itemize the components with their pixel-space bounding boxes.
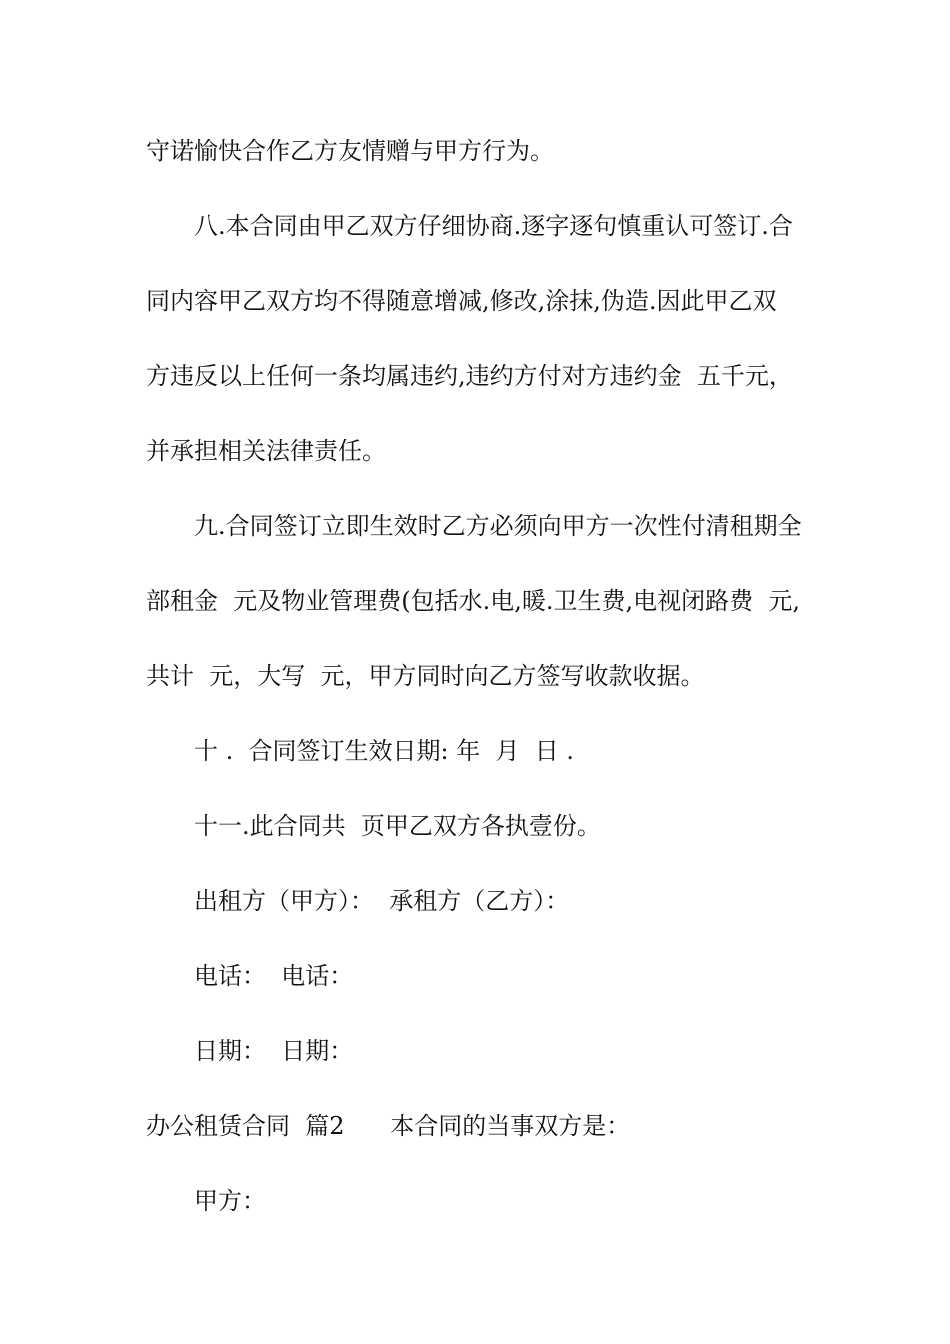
signature-phone: 电话： 电话： xyxy=(194,962,354,990)
text-line-1: 守诺愉快合作乙方友情赠与甲方行为。 xyxy=(146,137,554,165)
clause-9-line-2: 部租金 元及物业管理费(包括水.电,暖.卫生费,电视闭路费 元, xyxy=(146,587,801,615)
clause-8-line-2: 同内容甲乙双方均不得随意增减,修改,涂抹,伪造.因此甲乙双 xyxy=(146,287,777,315)
clause-11: 十一.此合同共 页甲乙双方各执壹份。 xyxy=(194,812,601,840)
clause-10: 十 . 合同签订生效日期: 年 月 日 . xyxy=(194,737,575,765)
party-a-label: 甲方： xyxy=(194,1187,266,1215)
section-heading: 办公租赁合同 篇2 本合同的当事双方是： xyxy=(146,1112,631,1140)
clause-8-line-4: 并承担相关法律责任。 xyxy=(146,437,386,465)
signature-date: 日期： 日期： xyxy=(194,1037,354,1065)
signature-parties: 出租方（甲方）： 承租方（乙方）： xyxy=(194,887,570,915)
clause-8-line-1: 八.本合同由甲乙双方仔细协商.逐字逐句慎重认可签订.合 xyxy=(194,212,793,240)
clause-8-line-3: 方违反以上任何一条均属违约,违约方付对方违约金 五千元， xyxy=(146,362,793,390)
clause-9-line-3: 共计 元，大写 元，甲方同时向乙方签写收款收据。 xyxy=(146,662,705,690)
clause-9-line-1: 九.合同签订立即生效时乙方必须向甲方一次性付清租期全 xyxy=(194,512,802,540)
